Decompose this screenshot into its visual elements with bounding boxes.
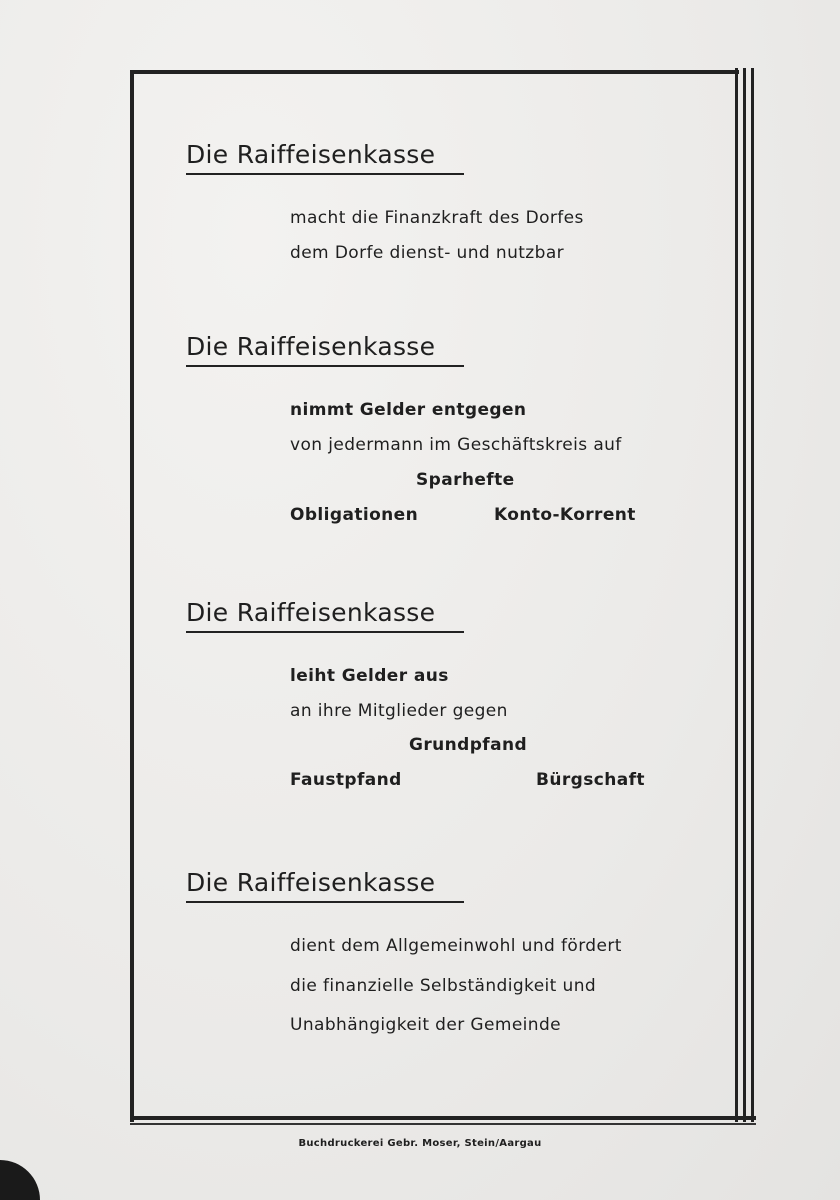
section-4-heading: Die Raiffeisenkasse xyxy=(186,868,464,903)
section-4-line-1: dient dem Allgemeinwohl und fördert xyxy=(290,936,622,956)
section-3-line-2: an ihre Mitglieder gegen xyxy=(290,701,508,721)
printer-imprint: Buchdruckerei Gebr. Moser, Stein/Aargau xyxy=(298,1138,542,1149)
frame-rule-1 xyxy=(735,68,738,1122)
section-4-line-3: Unabhängigkeit der Gemeinde xyxy=(290,1015,562,1035)
section-3-item-grundpfand: Grundpfand xyxy=(409,735,528,755)
section-1-line-2: dem Dorfe dienst- und nutzbar xyxy=(290,243,565,263)
section-3-line-1: leiht Gelder aus xyxy=(290,666,449,686)
section-3-item-faustpfand: Faustpfand xyxy=(290,770,402,790)
section-3-heading: Die Raiffeisenkasse xyxy=(186,598,464,633)
section-3-item-buergschaft: Bürgschaft xyxy=(536,770,645,790)
section-2-item-sparhefte: Sparhefte xyxy=(416,470,515,490)
frame-rule-3 xyxy=(751,68,754,1122)
section-2-line-1: nimmt Gelder entgegen xyxy=(290,400,527,420)
section-2-item-konto-korrent: Konto-Korrent xyxy=(494,505,636,525)
section-1-line-1: macht die Finanzkraft des Dorfes xyxy=(290,208,584,228)
frame-rule-2 xyxy=(743,68,746,1122)
frame-bottom-rule-thin xyxy=(130,1123,756,1125)
frame-bottom-rule xyxy=(130,1116,756,1120)
section-2-item-obligationen: Obligationen xyxy=(290,505,419,525)
section-2-line-2: von jedermann im Geschäftskreis auf xyxy=(290,435,622,455)
section-1-heading: Die Raiffeisenkasse xyxy=(186,140,464,175)
section-4-line-2: die finanzielle Selbständigkeit und xyxy=(290,976,597,996)
section-2-heading: Die Raiffeisenkasse xyxy=(186,332,464,367)
